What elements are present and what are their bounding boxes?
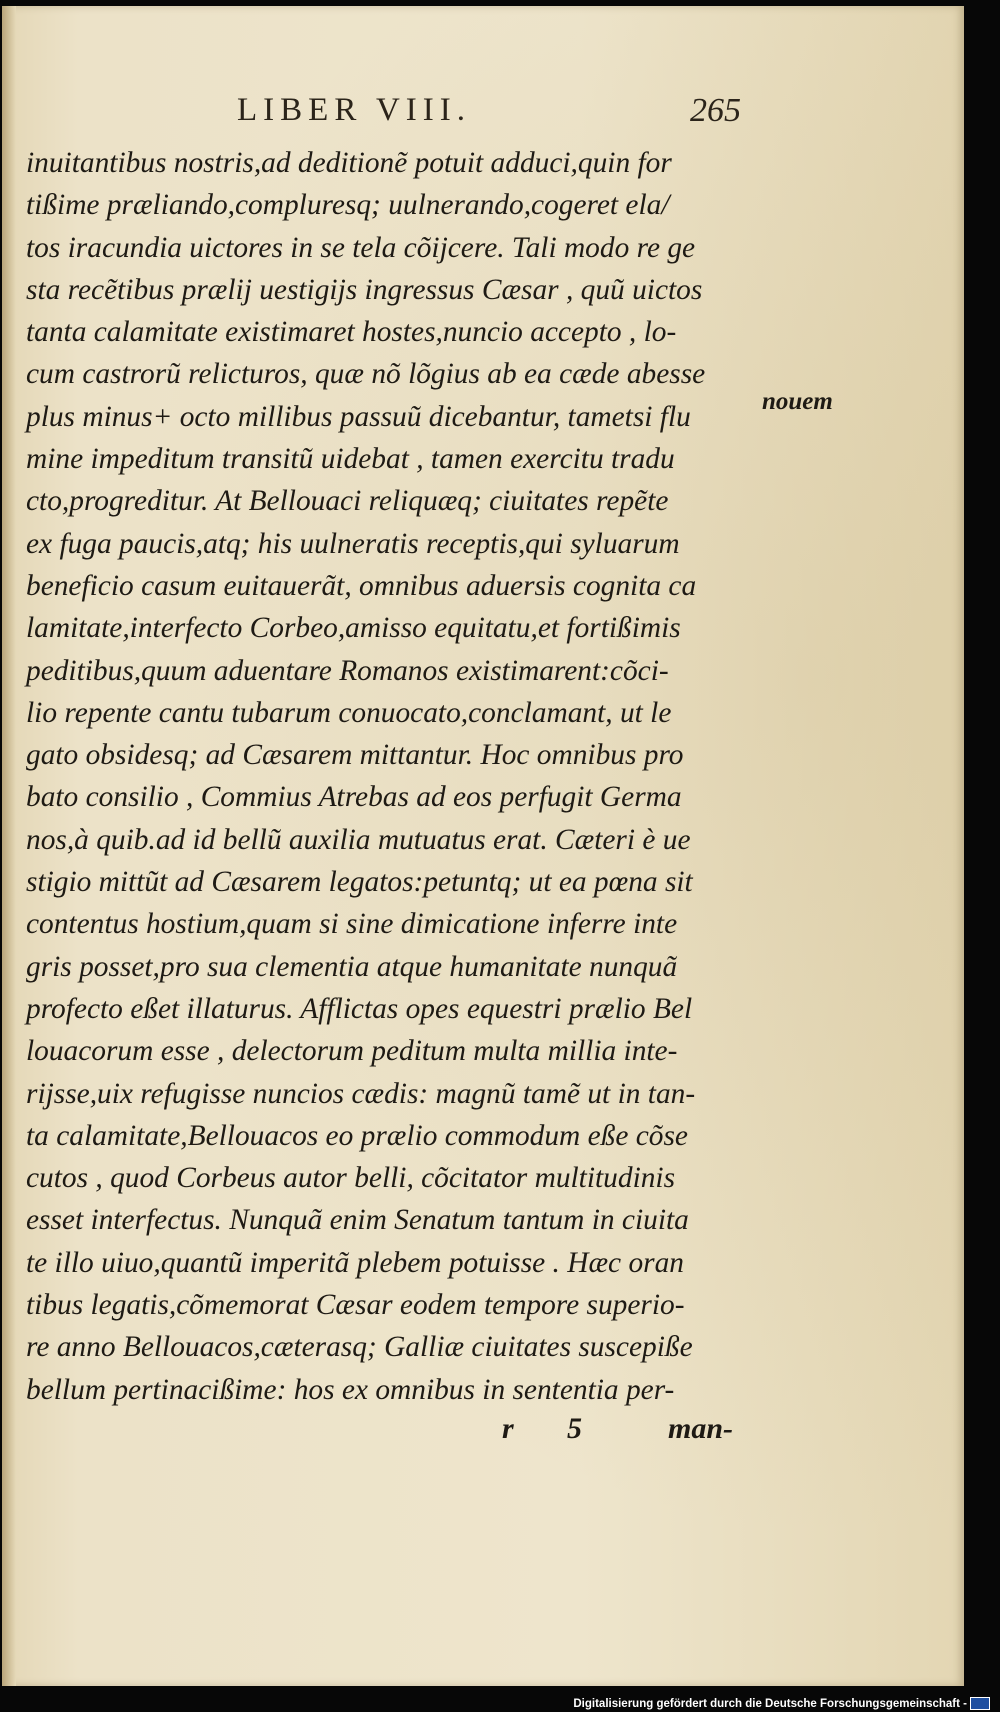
- text-line: re anno Bellouacos,cæterasq; Galliæ ciuitates suscepiße: [26, 1331, 693, 1364]
- text-line: ta calamitate,Bellouacos eo prælio commodum eße cõse: [26, 1119, 688, 1152]
- text-line: stigio mittũt ad Cæsarem legatos:petuntq; ut ea pœna sit: [26, 866, 693, 899]
- page-header: [2, 92, 964, 132]
- text-line: te illo uiuo,quantũ imperitã plebem potuisse . Hæc oran: [26, 1246, 684, 1279]
- page-number: 265: [690, 92, 741, 129]
- text-line: esset interfectus. Nunquã enim Senatum tantum in ciuita: [26, 1204, 689, 1237]
- text-line: contentus hostium,quam si sine dimicatione inferre inte: [26, 908, 678, 941]
- footer-text: Digitalisierung gefördert durch die Deutsche Forschungsgemeinschaft -: [573, 1697, 967, 1710]
- text-line: cto,progreditur. At Bellouaci reliquæq; ciuitates repẽte: [26, 485, 669, 518]
- text-line: peditibus,quum aduentare Romanos existimarent:cõci-: [26, 654, 669, 687]
- text-line: louacorum esse , delectorum peditum multa millia inte-: [26, 1035, 678, 1068]
- signature-number: 5: [567, 1412, 582, 1445]
- text-line: gris posset,pro sua clementia atque humanitate nunquã: [26, 950, 678, 983]
- text-line: mine impeditum transitũ uidebat , tamen exercitu tradu: [26, 443, 675, 476]
- catchword: man-: [668, 1412, 734, 1445]
- signature-mark: r: [502, 1412, 514, 1445]
- signature-line: [2, 1412, 964, 1452]
- body-text: [26, 142, 756, 1411]
- running-title: LIBER VIII.: [237, 92, 472, 128]
- text-line: lamitate,interfecto Corbeo,amisso equitatu,et fortißimis: [26, 612, 681, 645]
- dfg-logo-icon: [970, 1697, 990, 1710]
- text-line: beneficio casum euitauerãt, omnibus aduersis cognita ca: [26, 569, 697, 602]
- text-line: plus minus+ octo millibus passuũ dicebantur, tametsi flu: [26, 400, 691, 433]
- text-line: sta recẽtibus prælij uestigijs ingressus Cæsar , quũ uictos: [26, 273, 703, 306]
- text-line: bato consilio , Commius Atrebas ad eos perfugit Germa: [26, 781, 682, 814]
- margin-note: nouem: [762, 388, 833, 415]
- text-line: tanta calamitate existimaret hostes,nuncio accepto , lo-: [26, 316, 677, 349]
- text-line: inuitantibus nostris,ad deditionẽ potuit adduci,quin for: [26, 147, 672, 179]
- text-line: cutos , quod Corbeus autor belli, cõcitator multitudinis: [26, 1162, 676, 1195]
- text-line: tißime præliando,compluresq; uulnerando,cogeret ela/: [26, 189, 670, 222]
- text-line: nos,à quib.ad id bellũ auxilia mutuatus erat. Cæteri è ue: [26, 823, 691, 856]
- book-page: [2, 6, 964, 1686]
- text-line: lio repente cantu tubarum conuocato,conclamant, ut le: [26, 696, 672, 729]
- text-line: cum castrorũ relicturos, quæ nõ lõgius ab ea cæde abesse: [26, 358, 706, 391]
- text-line: bellum pertinacißime: hos ex omnibus in sententia per-: [26, 1373, 675, 1406]
- text-line: ex fuga paucis,atq; his uulneratis receptis,qui syluarum: [26, 527, 680, 560]
- text-line: profecto eßet illaturus. Afflictas opes equestri prælio Bel: [26, 992, 693, 1025]
- text-line: rijsse,uix refugisse nuncios cædis: magnũ tamẽ ut in tan-: [26, 1077, 696, 1110]
- text-line: tibus legatis,cõmemorat Cæsar eodem tempore superio-: [26, 1289, 685, 1322]
- text-line: tos iracundia uictores in se tela cõijcere. Tali modo re ge: [26, 231, 696, 264]
- digitization-footer: [573, 1697, 990, 1710]
- text-line: gato obsidesq; ad Cæsarem mittantur. Hoc omnibus pro: [26, 739, 684, 772]
